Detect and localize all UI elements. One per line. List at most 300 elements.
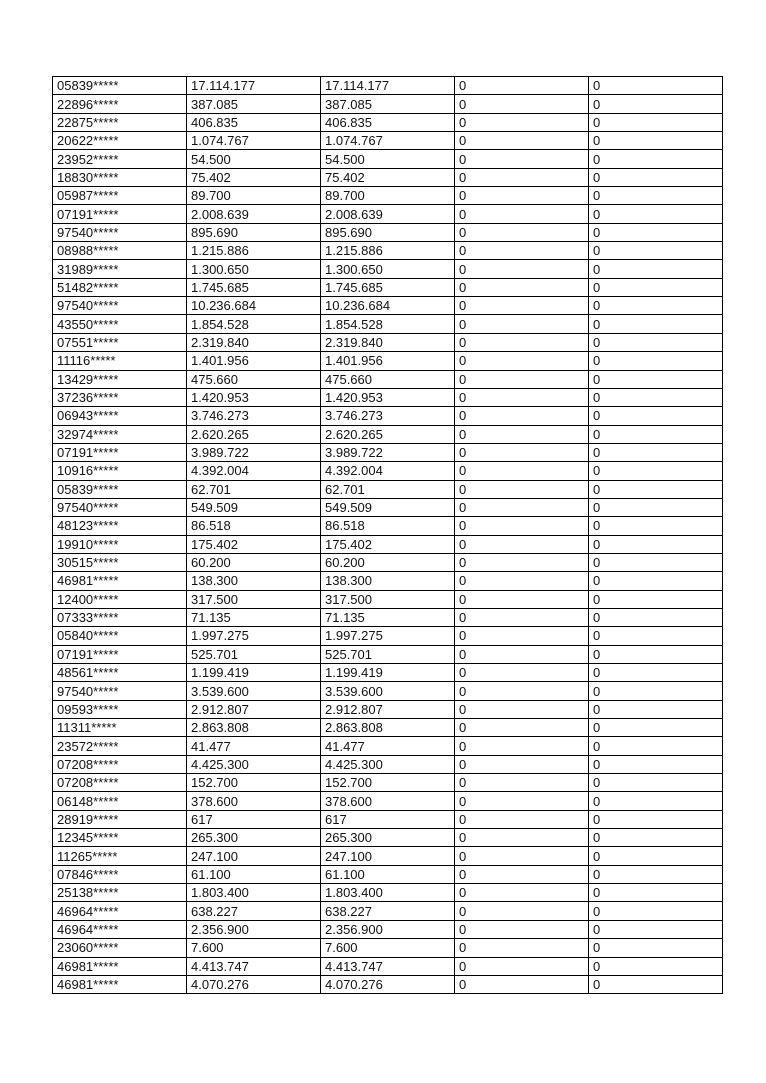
zero-cell-b: 0 <box>589 774 723 792</box>
id-cell: 05839***** <box>53 77 187 95</box>
table-row <box>53 902 723 920</box>
id-cell: 43550***** <box>53 315 187 333</box>
id-cell: 05840***** <box>53 627 187 645</box>
zero-cell-a: 0 <box>455 719 589 737</box>
amount-repeat-cell: 2.912.807 <box>321 700 455 718</box>
id-cell: 11265***** <box>53 847 187 865</box>
zero-cell-a: 0 <box>455 645 589 663</box>
zero-cell-a: 0 <box>455 113 589 131</box>
id-cell: 07208***** <box>53 755 187 773</box>
amount-cell: 175.402 <box>187 535 321 553</box>
id-cell: 13429***** <box>53 370 187 388</box>
amount-repeat-cell: 89.700 <box>321 187 455 205</box>
amount-cell: 1.300.650 <box>187 260 321 278</box>
table-row <box>53 553 723 571</box>
table-row <box>53 168 723 186</box>
zero-cell-a: 0 <box>455 132 589 150</box>
zero-cell-a: 0 <box>455 462 589 480</box>
id-cell: 07333***** <box>53 608 187 626</box>
amount-repeat-cell: 247.100 <box>321 847 455 865</box>
id-cell: 46981***** <box>53 975 187 993</box>
zero-cell-b: 0 <box>589 590 723 608</box>
id-cell: 22875***** <box>53 113 187 131</box>
table-row <box>53 884 723 902</box>
amount-repeat-cell: 10.236.684 <box>321 297 455 315</box>
zero-cell-a: 0 <box>455 205 589 223</box>
id-cell: 97540***** <box>53 682 187 700</box>
id-cell: 46981***** <box>53 572 187 590</box>
id-cell: 48123***** <box>53 517 187 535</box>
table-row <box>53 645 723 663</box>
amount-cell: 152.700 <box>187 774 321 792</box>
table-row <box>53 737 723 755</box>
amount-repeat-cell: 61.100 <box>321 865 455 883</box>
zero-cell-b: 0 <box>589 755 723 773</box>
zero-cell-b: 0 <box>589 865 723 883</box>
table-row <box>53 297 723 315</box>
zero-cell-a: 0 <box>455 627 589 645</box>
zero-cell-a: 0 <box>455 535 589 553</box>
zero-cell-b: 0 <box>589 847 723 865</box>
zero-cell-b: 0 <box>589 829 723 847</box>
zero-cell-a: 0 <box>455 388 589 406</box>
amount-repeat-cell: 17.114.177 <box>321 77 455 95</box>
amount-repeat-cell: 549.509 <box>321 498 455 516</box>
zero-cell-a: 0 <box>455 187 589 205</box>
id-cell: 32974***** <box>53 425 187 443</box>
id-cell: 07191***** <box>53 205 187 223</box>
amount-repeat-cell: 638.227 <box>321 902 455 920</box>
amount-cell: 1.803.400 <box>187 884 321 902</box>
zero-cell-a: 0 <box>455 829 589 847</box>
id-cell: 06148***** <box>53 792 187 810</box>
zero-cell-b: 0 <box>589 975 723 993</box>
amount-repeat-cell: 1.215.886 <box>321 242 455 260</box>
zero-cell-b: 0 <box>589 425 723 443</box>
id-cell: 22896***** <box>53 95 187 113</box>
table-row <box>53 535 723 553</box>
id-cell: 48561***** <box>53 664 187 682</box>
zero-cell-b: 0 <box>589 113 723 131</box>
amount-cell: 549.509 <box>187 498 321 516</box>
table-row <box>53 498 723 516</box>
zero-cell-b: 0 <box>589 205 723 223</box>
id-cell: 12345***** <box>53 829 187 847</box>
amount-cell: 1.199.419 <box>187 664 321 682</box>
amount-cell: 1.215.886 <box>187 242 321 260</box>
amount-cell: 4.392.004 <box>187 462 321 480</box>
amount-repeat-cell: 3.746.273 <box>321 407 455 425</box>
zero-cell-a: 0 <box>455 260 589 278</box>
zero-cell-b: 0 <box>589 737 723 755</box>
table-row <box>53 77 723 95</box>
amount-cell: 71.135 <box>187 608 321 626</box>
amount-repeat-cell: 3.989.722 <box>321 443 455 461</box>
amount-cell: 1.997.275 <box>187 627 321 645</box>
zero-cell-a: 0 <box>455 975 589 993</box>
amount-repeat-cell: 475.660 <box>321 370 455 388</box>
id-cell: 37236***** <box>53 388 187 406</box>
table-row <box>53 847 723 865</box>
table-row <box>53 315 723 333</box>
zero-cell-a: 0 <box>455 95 589 113</box>
zero-cell-a: 0 <box>455 682 589 700</box>
amount-repeat-cell: 152.700 <box>321 774 455 792</box>
zero-cell-b: 0 <box>589 553 723 571</box>
zero-cell-b: 0 <box>589 443 723 461</box>
amount-cell: 4.070.276 <box>187 975 321 993</box>
data-table <box>52 76 723 994</box>
id-cell: 97540***** <box>53 498 187 516</box>
id-cell: 06943***** <box>53 407 187 425</box>
table-row <box>53 792 723 810</box>
amount-repeat-cell: 387.085 <box>321 95 455 113</box>
amount-repeat-cell: 62.701 <box>321 480 455 498</box>
zero-cell-a: 0 <box>455 517 589 535</box>
id-cell: 05987***** <box>53 187 187 205</box>
amount-cell: 317.500 <box>187 590 321 608</box>
amount-cell: 1.401.956 <box>187 352 321 370</box>
amount-repeat-cell: 71.135 <box>321 608 455 626</box>
zero-cell-a: 0 <box>455 847 589 865</box>
table-row <box>53 829 723 847</box>
id-cell: 07551***** <box>53 333 187 351</box>
zero-cell-a: 0 <box>455 297 589 315</box>
table-row <box>53 572 723 590</box>
amount-repeat-cell: 60.200 <box>321 553 455 571</box>
zero-cell-a: 0 <box>455 774 589 792</box>
zero-cell-b: 0 <box>589 682 723 700</box>
amount-cell: 387.085 <box>187 95 321 113</box>
amount-repeat-cell: 86.518 <box>321 517 455 535</box>
amount-repeat-cell: 2.319.840 <box>321 333 455 351</box>
zero-cell-b: 0 <box>589 297 723 315</box>
amount-cell: 3.746.273 <box>187 407 321 425</box>
zero-cell-b: 0 <box>589 902 723 920</box>
amount-cell: 265.300 <box>187 829 321 847</box>
zero-cell-a: 0 <box>455 352 589 370</box>
amount-cell: 1.420.953 <box>187 388 321 406</box>
zero-cell-b: 0 <box>589 884 723 902</box>
zero-cell-a: 0 <box>455 700 589 718</box>
zero-cell-b: 0 <box>589 187 723 205</box>
zero-cell-a: 0 <box>455 315 589 333</box>
zero-cell-a: 0 <box>455 407 589 425</box>
zero-cell-b: 0 <box>589 810 723 828</box>
amount-cell: 3.989.722 <box>187 443 321 461</box>
amount-cell: 138.300 <box>187 572 321 590</box>
zero-cell-b: 0 <box>589 920 723 938</box>
id-cell: 07191***** <box>53 443 187 461</box>
id-cell: 19910***** <box>53 535 187 553</box>
zero-cell-a: 0 <box>455 77 589 95</box>
amount-cell: 378.600 <box>187 792 321 810</box>
id-cell: 11311***** <box>53 719 187 737</box>
amount-cell: 2.356.900 <box>187 920 321 938</box>
amount-cell: 86.518 <box>187 517 321 535</box>
id-cell: 11116***** <box>53 352 187 370</box>
id-cell: 12400***** <box>53 590 187 608</box>
amount-cell: 41.477 <box>187 737 321 755</box>
amount-repeat-cell: 41.477 <box>321 737 455 755</box>
zero-cell-b: 0 <box>589 462 723 480</box>
table-row <box>53 242 723 260</box>
table-row <box>53 113 723 131</box>
amount-repeat-cell: 617 <box>321 810 455 828</box>
table-row <box>53 755 723 773</box>
zero-cell-a: 0 <box>455 608 589 626</box>
id-cell: 20622***** <box>53 132 187 150</box>
amount-repeat-cell: 4.425.300 <box>321 755 455 773</box>
zero-cell-a: 0 <box>455 939 589 957</box>
zero-cell-b: 0 <box>589 627 723 645</box>
zero-cell-a: 0 <box>455 333 589 351</box>
table-row <box>53 590 723 608</box>
id-cell: 28919***** <box>53 810 187 828</box>
zero-cell-a: 0 <box>455 498 589 516</box>
zero-cell-b: 0 <box>589 278 723 296</box>
zero-cell-b: 0 <box>589 645 723 663</box>
table-row <box>53 425 723 443</box>
amount-repeat-cell: 525.701 <box>321 645 455 663</box>
amount-repeat-cell: 2.356.900 <box>321 920 455 938</box>
table-row <box>53 480 723 498</box>
amount-cell: 2.008.639 <box>187 205 321 223</box>
amount-cell: 2.319.840 <box>187 333 321 351</box>
amount-cell: 10.236.684 <box>187 297 321 315</box>
zero-cell-b: 0 <box>589 352 723 370</box>
zero-cell-b: 0 <box>589 939 723 957</box>
amount-repeat-cell: 4.392.004 <box>321 462 455 480</box>
zero-cell-b: 0 <box>589 77 723 95</box>
zero-cell-a: 0 <box>455 902 589 920</box>
amount-repeat-cell: 1.401.956 <box>321 352 455 370</box>
zero-cell-a: 0 <box>455 168 589 186</box>
id-cell: 07191***** <box>53 645 187 663</box>
zero-cell-b: 0 <box>589 150 723 168</box>
table-row <box>53 957 723 975</box>
amount-repeat-cell: 1.300.650 <box>321 260 455 278</box>
table-row <box>53 352 723 370</box>
zero-cell-a: 0 <box>455 884 589 902</box>
zero-cell-b: 0 <box>589 535 723 553</box>
zero-cell-a: 0 <box>455 223 589 241</box>
amount-cell: 60.200 <box>187 553 321 571</box>
amount-repeat-cell: 406.835 <box>321 113 455 131</box>
table-row <box>53 939 723 957</box>
amount-cell: 1.745.685 <box>187 278 321 296</box>
zero-cell-b: 0 <box>589 957 723 975</box>
amount-cell: 61.100 <box>187 865 321 883</box>
zero-cell-b: 0 <box>589 719 723 737</box>
amount-cell: 638.227 <box>187 902 321 920</box>
zero-cell-b: 0 <box>589 498 723 516</box>
table-body <box>53 77 723 994</box>
amount-repeat-cell: 317.500 <box>321 590 455 608</box>
table-row <box>53 700 723 718</box>
zero-cell-b: 0 <box>589 700 723 718</box>
amount-cell: 62.701 <box>187 480 321 498</box>
zero-cell-b: 0 <box>589 480 723 498</box>
zero-cell-a: 0 <box>455 664 589 682</box>
zero-cell-a: 0 <box>455 150 589 168</box>
table-row <box>53 132 723 150</box>
table-row <box>53 260 723 278</box>
table-row <box>53 333 723 351</box>
zero-cell-a: 0 <box>455 572 589 590</box>
amount-cell: 2.620.265 <box>187 425 321 443</box>
id-cell: 46981***** <box>53 957 187 975</box>
amount-cell: 475.660 <box>187 370 321 388</box>
id-cell: 46964***** <box>53 920 187 938</box>
zero-cell-a: 0 <box>455 810 589 828</box>
amount-repeat-cell: 54.500 <box>321 150 455 168</box>
id-cell: 23952***** <box>53 150 187 168</box>
zero-cell-b: 0 <box>589 407 723 425</box>
zero-cell-b: 0 <box>589 260 723 278</box>
table-row <box>53 627 723 645</box>
table-row <box>53 223 723 241</box>
id-cell: 07208***** <box>53 774 187 792</box>
zero-cell-a: 0 <box>455 957 589 975</box>
amount-repeat-cell: 265.300 <box>321 829 455 847</box>
id-cell: 46964***** <box>53 902 187 920</box>
table-row <box>53 774 723 792</box>
id-cell: 97540***** <box>53 297 187 315</box>
zero-cell-b: 0 <box>589 242 723 260</box>
amount-cell: 895.690 <box>187 223 321 241</box>
amount-cell: 2.912.807 <box>187 700 321 718</box>
amount-cell: 75.402 <box>187 168 321 186</box>
amount-cell: 247.100 <box>187 847 321 865</box>
table-row <box>53 975 723 993</box>
zero-cell-b: 0 <box>589 168 723 186</box>
id-cell: 07846***** <box>53 865 187 883</box>
id-cell: 51482***** <box>53 278 187 296</box>
zero-cell-b: 0 <box>589 223 723 241</box>
id-cell: 31989***** <box>53 260 187 278</box>
table-row <box>53 608 723 626</box>
table-row <box>53 388 723 406</box>
id-cell: 23572***** <box>53 737 187 755</box>
amount-repeat-cell: 3.539.600 <box>321 682 455 700</box>
zero-cell-a: 0 <box>455 792 589 810</box>
amount-cell: 1.854.528 <box>187 315 321 333</box>
amount-repeat-cell: 75.402 <box>321 168 455 186</box>
amount-cell: 617 <box>187 810 321 828</box>
amount-cell: 89.700 <box>187 187 321 205</box>
zero-cell-a: 0 <box>455 278 589 296</box>
zero-cell-a: 0 <box>455 865 589 883</box>
zero-cell-b: 0 <box>589 517 723 535</box>
table-row <box>53 810 723 828</box>
zero-cell-a: 0 <box>455 920 589 938</box>
zero-cell-b: 0 <box>589 388 723 406</box>
amount-repeat-cell: 4.070.276 <box>321 975 455 993</box>
amount-cell: 1.074.767 <box>187 132 321 150</box>
amount-cell: 7.600 <box>187 939 321 957</box>
id-cell: 97540***** <box>53 223 187 241</box>
table-row <box>53 682 723 700</box>
id-cell: 25138***** <box>53 884 187 902</box>
table-row <box>53 865 723 883</box>
amount-cell: 3.539.600 <box>187 682 321 700</box>
table-row <box>53 719 723 737</box>
amount-repeat-cell: 1.803.400 <box>321 884 455 902</box>
zero-cell-a: 0 <box>455 425 589 443</box>
zero-cell-a: 0 <box>455 590 589 608</box>
amount-repeat-cell: 1.199.419 <box>321 664 455 682</box>
id-cell: 08988***** <box>53 242 187 260</box>
amount-repeat-cell: 1.745.685 <box>321 278 455 296</box>
amount-repeat-cell: 175.402 <box>321 535 455 553</box>
table-row <box>53 95 723 113</box>
id-cell: 10916***** <box>53 462 187 480</box>
zero-cell-b: 0 <box>589 608 723 626</box>
id-cell: 05839***** <box>53 480 187 498</box>
amount-repeat-cell: 1.420.953 <box>321 388 455 406</box>
amount-repeat-cell: 2.620.265 <box>321 425 455 443</box>
amount-cell: 2.863.808 <box>187 719 321 737</box>
amount-repeat-cell: 378.600 <box>321 792 455 810</box>
zero-cell-a: 0 <box>455 737 589 755</box>
table-row <box>53 150 723 168</box>
zero-cell-a: 0 <box>455 553 589 571</box>
amount-repeat-cell: 2.863.808 <box>321 719 455 737</box>
table-row <box>53 187 723 205</box>
amount-cell: 4.425.300 <box>187 755 321 773</box>
zero-cell-a: 0 <box>455 242 589 260</box>
zero-cell-b: 0 <box>589 132 723 150</box>
table-row <box>53 517 723 535</box>
table-row <box>53 462 723 480</box>
zero-cell-b: 0 <box>589 333 723 351</box>
zero-cell-a: 0 <box>455 755 589 773</box>
table-row <box>53 920 723 938</box>
zero-cell-b: 0 <box>589 664 723 682</box>
amount-repeat-cell: 1.074.767 <box>321 132 455 150</box>
table-row <box>53 664 723 682</box>
zero-cell-a: 0 <box>455 370 589 388</box>
table-row <box>53 407 723 425</box>
zero-cell-b: 0 <box>589 315 723 333</box>
amount-cell: 54.500 <box>187 150 321 168</box>
amount-repeat-cell: 4.413.747 <box>321 957 455 975</box>
table-row <box>53 443 723 461</box>
amount-repeat-cell: 138.300 <box>321 572 455 590</box>
table-row <box>53 278 723 296</box>
id-cell: 23060***** <box>53 939 187 957</box>
amount-repeat-cell: 1.997.275 <box>321 627 455 645</box>
table-row <box>53 370 723 388</box>
amount-cell: 17.114.177 <box>187 77 321 95</box>
zero-cell-a: 0 <box>455 480 589 498</box>
zero-cell-b: 0 <box>589 792 723 810</box>
id-cell: 09593***** <box>53 700 187 718</box>
zero-cell-b: 0 <box>589 370 723 388</box>
amount-repeat-cell: 895.690 <box>321 223 455 241</box>
amount-cell: 4.413.747 <box>187 957 321 975</box>
amount-cell: 406.835 <box>187 113 321 131</box>
id-cell: 30515***** <box>53 553 187 571</box>
amount-repeat-cell: 7.600 <box>321 939 455 957</box>
amount-repeat-cell: 1.854.528 <box>321 315 455 333</box>
zero-cell-b: 0 <box>589 95 723 113</box>
amount-repeat-cell: 2.008.639 <box>321 205 455 223</box>
table-row <box>53 205 723 223</box>
id-cell: 18830***** <box>53 168 187 186</box>
zero-cell-a: 0 <box>455 443 589 461</box>
